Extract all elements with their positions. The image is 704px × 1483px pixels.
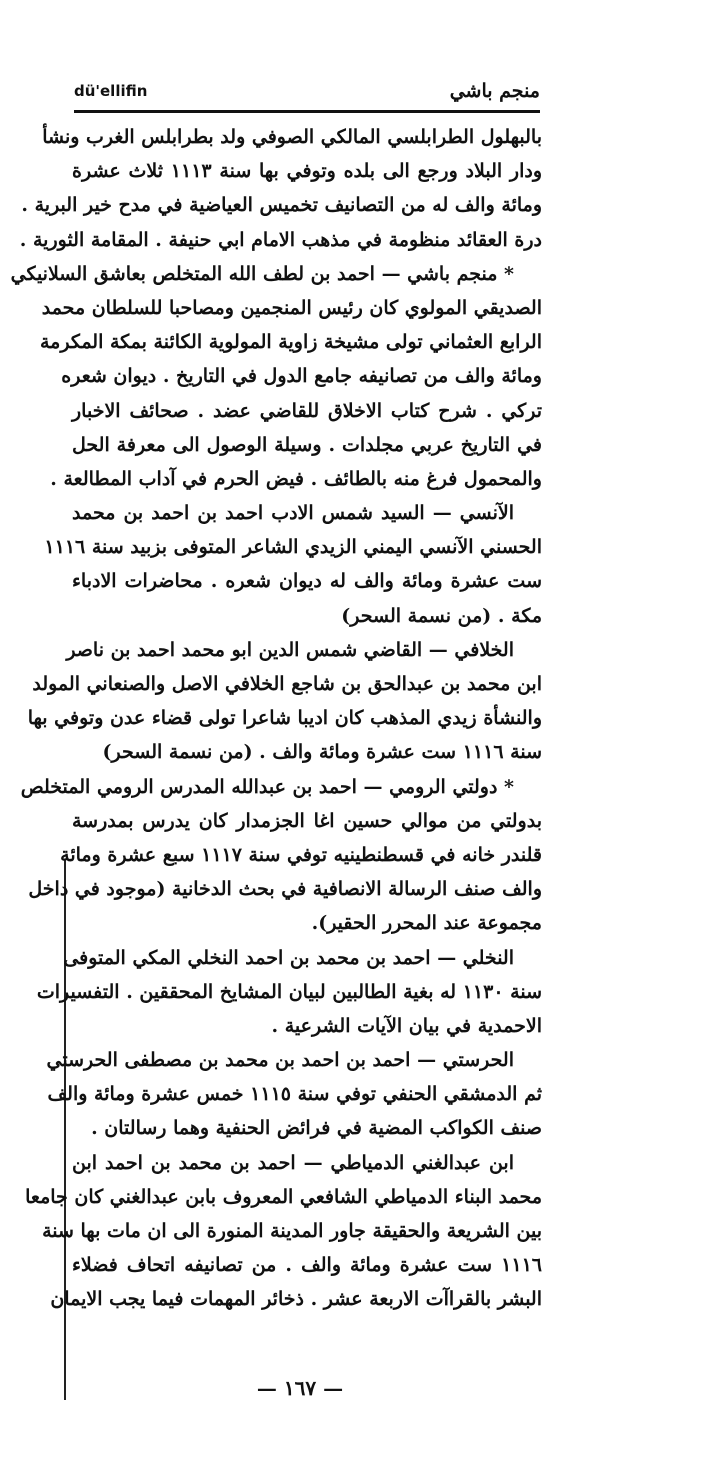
text-line: ١١١٦ ست عشرة ومائة والف . من تصانيفه اتحاف فضلاء [72,1254,542,1277]
text-line: مجموعة عند المحرر الحقير). [311,912,542,935]
text-line: * دولتي الرومي — احمد بن عبدالله المدرس الرومي المتخلص [20,775,514,798]
text-line: ومائة والف له من التصانيف تخميس العياضية في مدح خير البرية . [21,194,542,217]
text-line: بين الشريعة والحقيقة جاور المدينة المنورة الى ان مات بها سنة [42,1220,542,1242]
text-line: الخلافي — القاضي شمس الدين ابو محمد احمد بن ناصر [66,638,514,661]
text-line: والمحمول فرغ منه بالطائف . فيض الحرم في آداب المطالعة . [50,467,542,490]
text-line: سنة ١١٣٠ له بغية الطالبين لبيان المشايخ المحققين . التفسيرات [36,980,542,1003]
text-line: الحرستي — احمد بن احمد بن محمد بن مصطفى الحرستي [46,1049,514,1072]
header-title: منجم باشي [449,80,540,102]
text-line: ابن محمد بن عبدالحق بن شاجع الخلافي الاصل والصنعاني المولد [32,673,542,695]
text-line: الاحمدية في بيان الآيات الشرعية . [271,1014,542,1037]
text-line: ومائة والف من تصانيفه جامع الدول في التاريخ . ديوان شعره [61,365,542,388]
text-line: الحسني الآنسي اليمني الزيدي الشاعر المتوفى بزبيد سنة ١١١٦ [44,536,542,559]
text-line: والف صنف الرسالة الانصافية في بحث الدخانية (موجود في داخل [28,878,542,901]
text-line: تركي . شرح كتاب الاخلاق للقاضي عضد . صحائف الاخبار [72,399,542,422]
page-number: — ١٦٧ — [256,1376,344,1400]
text-line: صنف الكواكب المضية في فرائض الحنفية وهما رسالتان . [91,1117,542,1140]
text-line: النخلي — احمد بن محمد بن احمد النخلي المكي المتوفى [63,946,514,969]
text-line: ثم الدمشقي الحنفي توفي سنة ١١١٥ خمس عشرة ومائة والف [47,1083,542,1106]
running-header [74,80,540,106]
text-line: البشر بالقراآت الاربعة عشر . ذخائر المهمات فيما يجب الايمان [50,1288,542,1311]
header-left-text: dü'ellifin [74,82,148,100]
text-line: ابن عبدالغني الدمياطي — احمد بن محمد بن احمد ابن [72,1151,514,1174]
text-line: ودار البلاد ورجع الى بلده وتوفي بها سنة ١١١٣ ثلاث عشرة [72,160,542,183]
body-text [10,120,542,1317]
text-line: الرابع العثماني تولى مشيخة زاوية المولوية الكائنة بمكة المكرمة [39,331,542,354]
text-line: بالبهلول الطرابلسي المالكي الصوفي ولد بطرابلس الغرب ونشأ [42,126,542,148]
text-line: محمد البناء الدمياطي الشافعي المعروف بابن عبدالغني كان جامعا [25,1185,542,1208]
text-line: الآنسي — السيد شمس الادب احمد بن احمد بن محمد [72,502,514,525]
text-line: بدولتي من موالي حسين اغا الجزمدار كان يدرس بمدرسة [72,809,542,832]
text-line: * منجم باشي — احمد بن لطف الله المتخلص بعاشق السلانيكي [10,262,514,285]
header-rule [74,110,540,113]
text-line: درة العقائد منظومة في مذهب الامام ابي حنيفة . المقامة الثورية . [19,228,542,251]
text-line: مكة . (من نسمة السحر) [341,604,542,627]
text-line: سنة ١١١٦ ست عشرة ومائة والف . (من نسمة السحر) [102,741,542,764]
text-line: ست عشرة ومائة والف له ديوان شعره . محاضرات الادباء [72,570,542,593]
text-line: في التاريخ عربي مجلدات . وسيلة الوصول الى معرفة الحل [72,433,542,456]
text-line: قلندر خانه في قسطنطينيه توفي سنة ١١١٧ سبع عشرة ومائة [60,843,542,866]
text-line: الصديقي المولوي كان رئيس المنجمين ومصاحبا للسلطان محمد [41,296,542,319]
text-line: والنشأة زيدي المذهب كان اديبا شاعرا تولى قضاء عدن وتوفي بها [27,707,542,730]
